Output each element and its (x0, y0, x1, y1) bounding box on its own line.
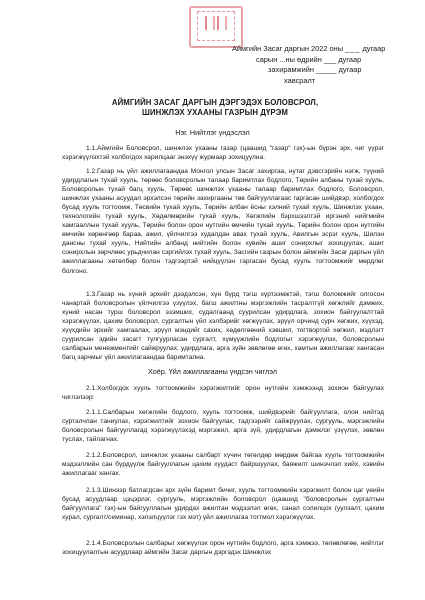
chapter2-heading: Хоёр. Үйл ажиллагааны үндсэн чиглэл (148, 367, 277, 376)
paragraph-2-1-3: 2.1.3.Шинээр батлагдсан эрх зүйн баримт бичиг, хууль тогтоомжийн хэрэгжилт болон цаг үеийн бусад асуудлаар цэцэрлэг, сургууль, мэргэжлийн боловсрол (цаашид "боловсролын сургалтын байгууллага" гэх)-ын байгууллагын удирдах ажилтан мэдээлэл өгөх, санал солилцох (уулзалт, цахим хурал, сургалт/семинар, хэлэлцүүлэг гэх мэт) үйл ажиллагаа тогтмол хэрэгжүүлэх. (62, 487, 384, 522)
paragraph-1-2: 1.2.Газар нь үйл ажиллагаандаа Монгол улсын Засаг захиргаа, нутаг дэвсгэрийн нэгж, түүний удирдлагын тухай хууль, төрөөс боловсролын талаар баримтлах бодлого, Төрийн албаны тухай хууль, Боловсролын тухай багц хууль, Төрөөс шинжлэх ухааны талаар баримтлах бодлого, Боловсрол, шинжлэх ухааны асуудал эрхэлсэн төрийн захиргааны төв байгууллагаас гаргасан шийдвэр, холбогдох бусад хууль тогтоомж, Төсвийн тухай хууль, Төрийн албан ёсны хэлний тухай хууль, Шинжлэх ухаан, технологийн тухай хууль, Хөдөлмөрийн тухай хууль, Хөгжлийн бэрхшээлтэй иргэний нийгмийн хамгааллын тухай хууль, Төрийн болон орон нутгийн өмчийн тухай хууль, Төрийн болон орон нутгийн өмчийн хөрөнгөөр бараа, ажил, үйлчилгээ худалдан авах тухай хууль, Авилгын эсрэг хууль, Шилэн дансны тухай хууль, Нийтийн албанд нийтийн болон хувийн ашиг сонирхлыг зохицуулах, ашиг сонирхлын зөрчлөөс урьдчилан сэргийлэх тухай хууль, Засгийн газрын болон аймгийн Засаг даргын үйл ажиллагааны хөтөлбөр болон тэдгээртэй нийцүүлэн гаргасан бусад хууль тогтоомжийг мөрдлөг болгоно. (62, 168, 384, 275)
header-line2: сарын (256, 54, 278, 64)
paragraph-2-1-4: 2.1.4.Боловсролын салбарыг хөгжүүлэх орон нутгийн бодлого, арга хэмжээ, төлөвлөгөө, нийтлэг зохицуулалтын асуудлаар аймгийн Засаг даргын дэргэдэх Шинжлэх (62, 540, 384, 557)
header-line3: захирамжийн (268, 65, 314, 75)
header-line1: Аймгийн Засаг даргын 2022 оны (232, 44, 344, 53)
header-line3-suffix: дугаар (338, 65, 362, 75)
header-line4: хавсралт (284, 75, 316, 85)
paragraph-2-1-2: 2.1.2.Боловсрол, шинжлэх ухааны салбарт хүчин төгөлдөр мөрдөж байгаа хууль тогтоомжийн мэдээллийн сан бүрдүүлж байгууллагын цахим хуудаст байршуулах, баяжилт шинэчлэл хийх, хэвийн ажиллагааг хангах. (62, 452, 384, 478)
header-line1-suffix: дугаар (362, 44, 386, 53)
official-seal-stamp (189, 6, 243, 48)
seal-mark-left (205, 16, 215, 30)
paragraph-1-3: 1.3.Газар нь хүний эрхийг дээдэлсэн, хүн бүрд тэгш хүртээмжтэй, тэгш боломжийг олгосон чанартай боловсролын үйлчилгээ үзүүлэх, багш ажилтны мэргэжлийн тасралтгүй хөгжлийг дэмжих, хүний насан турш боловсрол эзэмших, судалгаанд суурилсан удирдлага, зохион байгуулалттай хэрэгжүүлэх, цахим боловсрол, сургалтын үйл хэлбэрийг хөгжүүлэх, эрүүл орчинд сурч хөгжих, хүүхэд, хүүхдийн эрхийг хамгаалах, эрүүл мэндийг сахих, хөдөлгөөний хэвшил, тогтвортой хөгжил, мэдлэгт суурилсан эдийн засагт тулгуурласан сургалт, хүмүүжлийн бодлогыг хэрэгжүүлэх, боловсролын салбарын менежментийг сайжруулах, удирдлага, арга зүйн зөвлөгөө өгөх, хамтын ажиллагааг хангасан багц зарчмыг үйл ажиллагаандаа баримтална. (62, 291, 384, 362)
paragraph-2-1-1: 2.1.1.Салбарын хөгжлийн бодлого, хууль тогтоомж, шийдвэрийг байгууллага, олон нийтэд сурталчлан таниулах, хэрэгжилтийг зохион байгуулах, тадгээрийг сайжруулах, сургууль, мэргэжлийн боловсролын байгууллагад хэрэгжүүлэхэд мэргэжил, арга зүй, удирдлагын дэмжлэг үзүүлэх, зөвлөн туслах, тайлагнах. (62, 409, 384, 444)
chapter1-heading: Нэг. Нийтлэг үндэслэл (175, 128, 250, 137)
header-line2-mid: ны өдрийн (285, 54, 322, 64)
paragraph-2-1: 2.1.Холбогдох хууль тогтоомжийн хэрэгжилтийг орон нутгийн хэмжээнд зохион байгуулах чиглэлээр: (62, 385, 384, 402)
title-line1: АЙМГИЙН ЗАСАГ ДАРГЫН ДЭРГЭДЭХ БОЛОВСРОЛ, (111, 98, 319, 107)
seal-glyph (197, 11, 235, 41)
document-title (40, 98, 390, 118)
seal-mark-right (217, 16, 227, 30)
appendix-reference: Аймгийн Засаг даргын 2022 оны ___ дугаар сарын ...ны өдрийн ___ дугаар захирамжийн _____ дугаар хавсралт (232, 44, 386, 85)
paragraph-1-1: 1.1.Аймгийн Боловсрол, шинжлэх ухааны газар (цаашид "газар" гэх)-ын бүрэн эрх, чиг үүрэг хэрэгжүүлэхтэй холбогдох харилцааг энэхүү журмаар зохицуулна. (62, 145, 384, 162)
title-line2: ШИНЖЛЭХ УХААНЫ ГАЗРЫН ДҮРЭМ (142, 108, 288, 118)
header-line2-suffix: дугаар (338, 54, 362, 64)
